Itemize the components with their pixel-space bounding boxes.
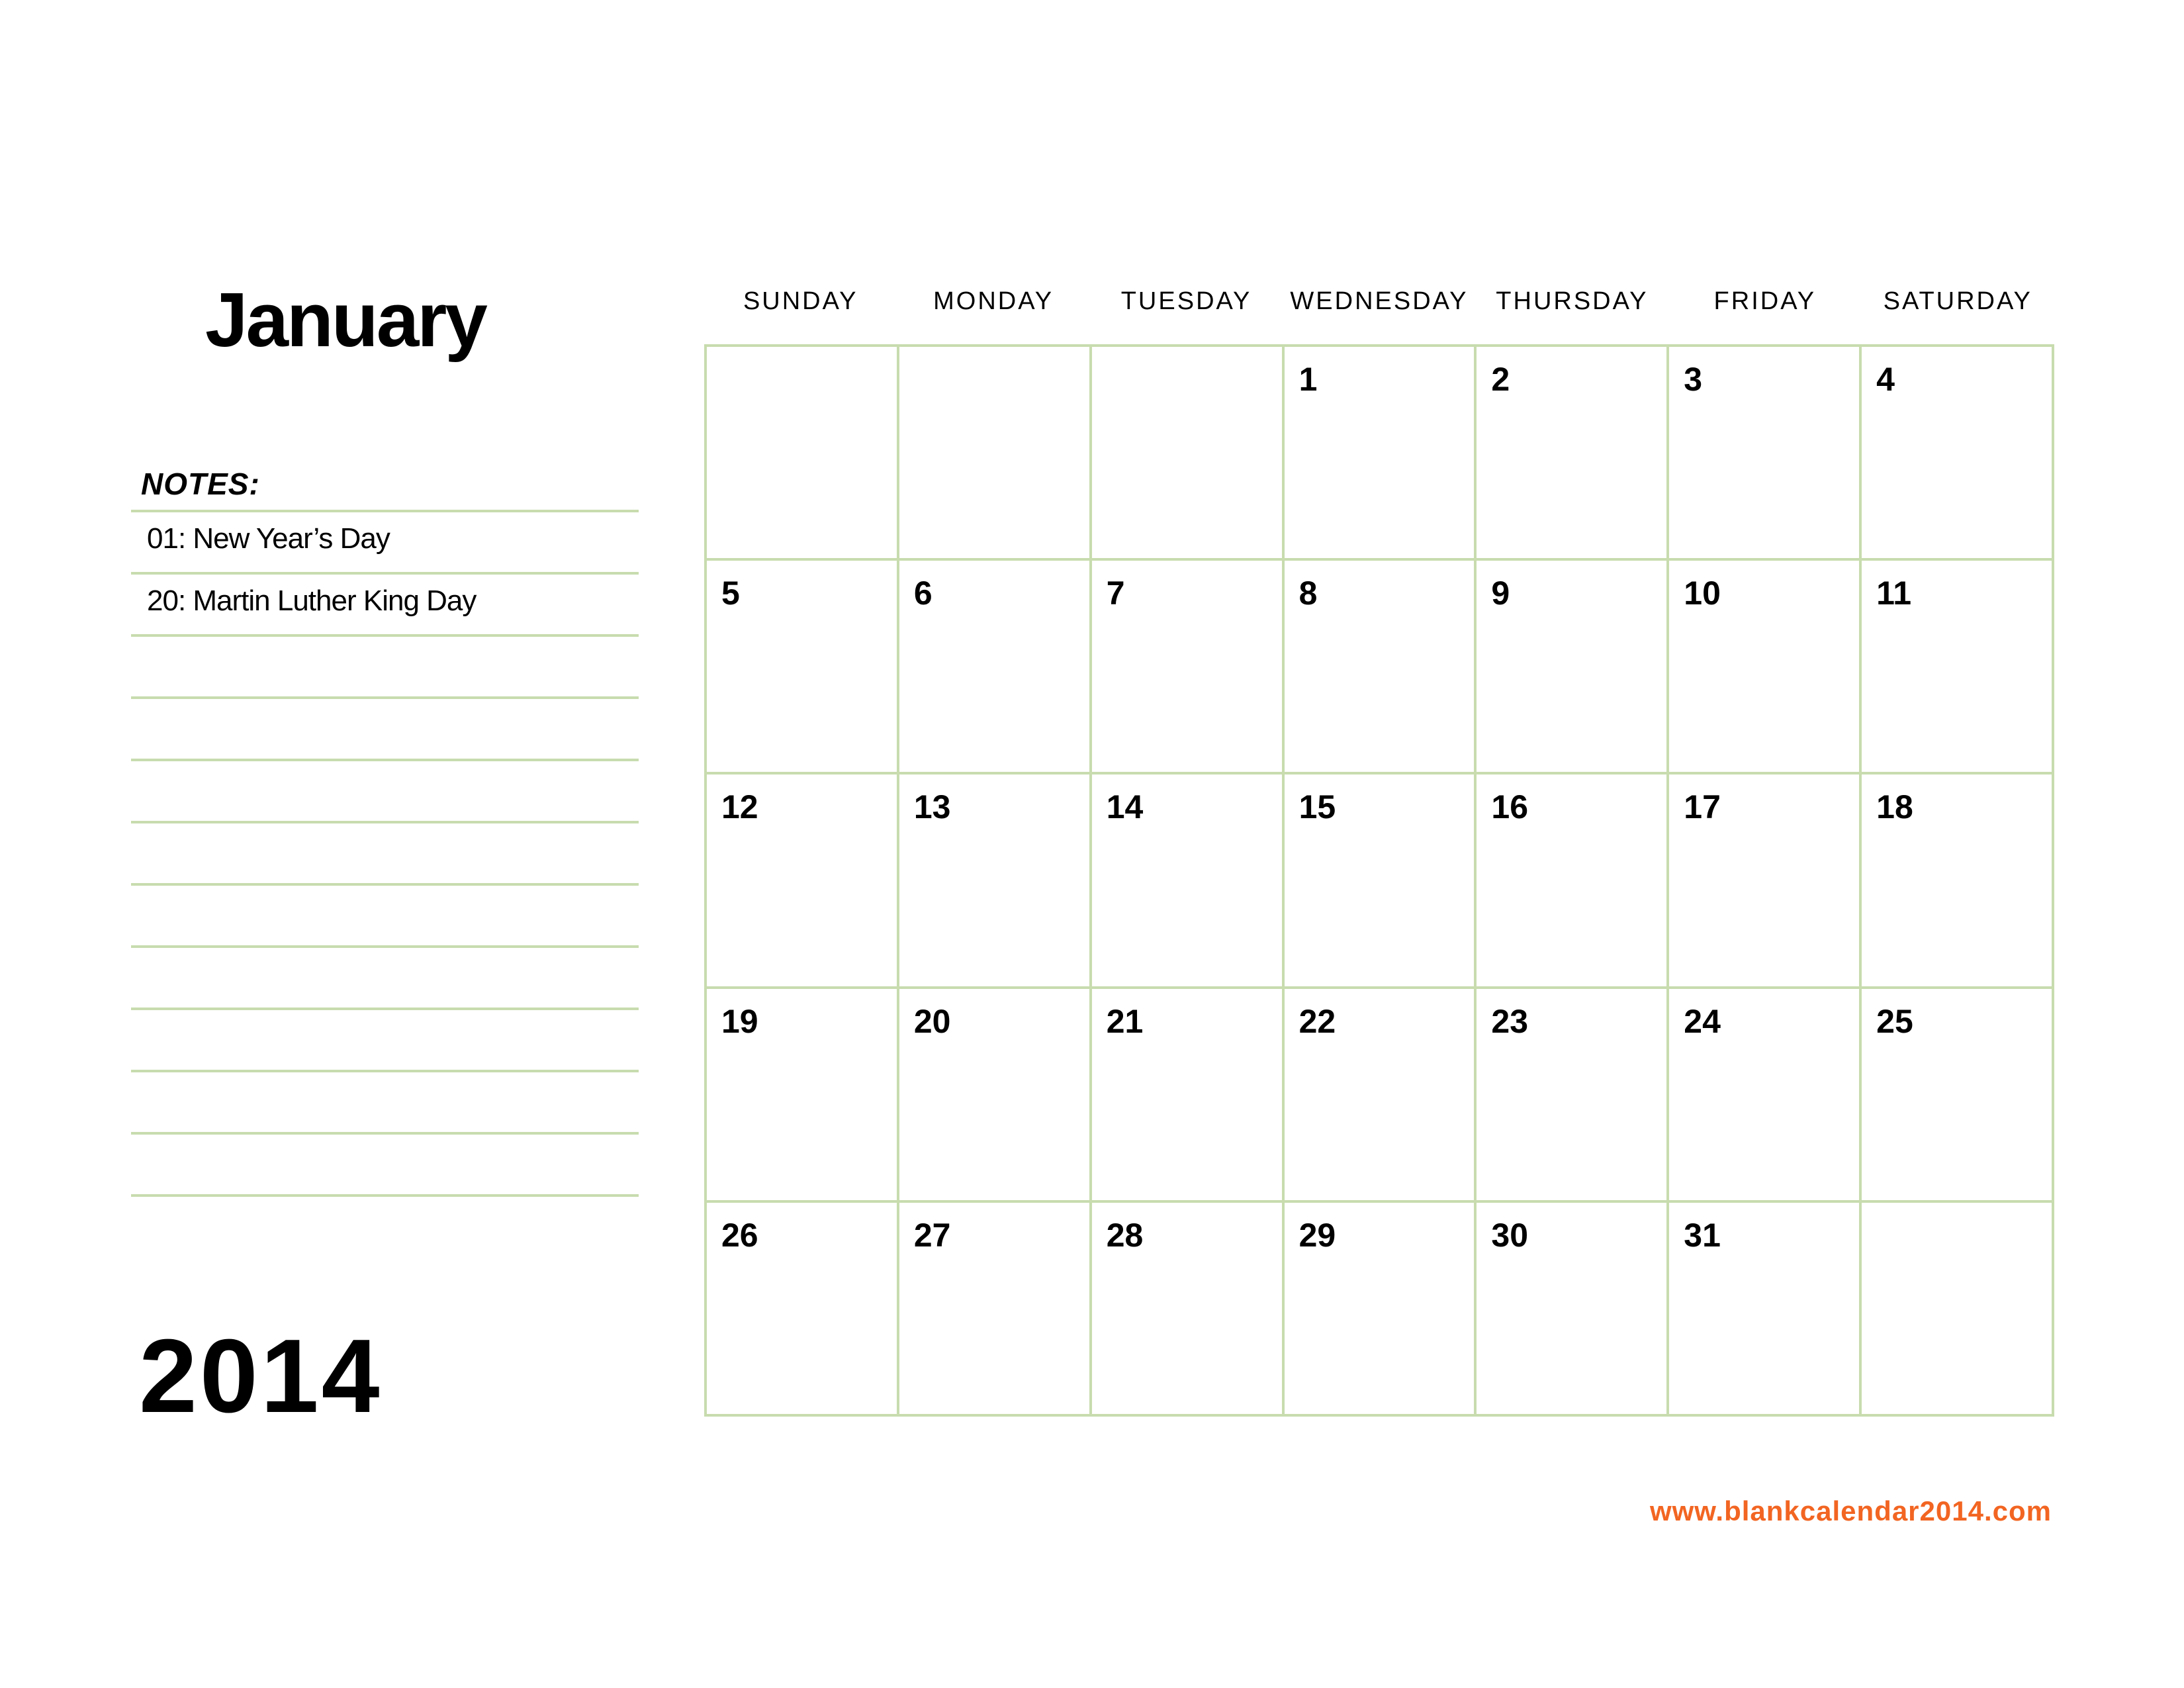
day-number: 13 — [913, 788, 951, 826]
weekday-thursday: THURSDAY — [1496, 287, 1649, 315]
day-cell[interactable] — [1862, 989, 2054, 1203]
day-number: 15 — [1298, 788, 1336, 826]
note-line[interactable] — [131, 1008, 639, 1070]
note-line[interactable] — [131, 510, 639, 572]
empty-day-cell — [1092, 347, 1285, 561]
month-title: January — [205, 277, 486, 363]
day-number: 10 — [1684, 575, 1721, 612]
day-cell[interactable] — [899, 774, 1092, 988]
note-line[interactable] — [131, 572, 639, 634]
day-cell[interactable] — [1477, 347, 1669, 561]
day-number: 11 — [1876, 575, 1911, 612]
day-cell[interactable] — [1862, 347, 2054, 561]
weekday-sunday: SUNDAY — [743, 287, 858, 315]
note-line[interactable] — [131, 883, 639, 945]
day-cell[interactable] — [1285, 347, 1477, 561]
day-cell[interactable] — [899, 989, 1092, 1203]
day-number: 7 — [1106, 575, 1125, 612]
day-cell[interactable] — [1477, 1203, 1669, 1417]
day-number: 26 — [721, 1216, 758, 1254]
day-number: 12 — [721, 788, 758, 826]
day-cell[interactable] — [1092, 561, 1285, 774]
empty-day-cell — [707, 347, 899, 561]
day-number: 29 — [1298, 1216, 1336, 1254]
day-number: 22 — [1298, 1002, 1336, 1040]
day-number: 31 — [1684, 1216, 1721, 1254]
day-cell[interactable] — [899, 561, 1092, 774]
day-number: 17 — [1684, 788, 1721, 826]
day-number: 27 — [913, 1216, 951, 1254]
note-line[interactable] — [131, 945, 639, 1008]
day-number: 9 — [1491, 575, 1510, 612]
note-text: 20: Martin Luther King Day — [147, 585, 477, 617]
website-url[interactable]: www.blankcalendar2014.com — [1649, 1495, 2052, 1526]
day-cell[interactable] — [1092, 989, 1285, 1203]
day-number: 2 — [1491, 361, 1510, 398]
day-cell[interactable] — [707, 561, 899, 774]
day-cell[interactable] — [707, 989, 899, 1203]
day-number: 28 — [1106, 1216, 1144, 1254]
day-number: 5 — [721, 575, 740, 612]
day-number: 23 — [1491, 1002, 1529, 1040]
note-line[interactable] — [131, 821, 639, 883]
note-line[interactable] — [131, 1070, 639, 1132]
calendar-grid — [704, 344, 2054, 1417]
day-number: 16 — [1491, 788, 1529, 826]
note-line[interactable] — [131, 759, 639, 821]
notes-list — [131, 510, 639, 1197]
empty-day-cell — [899, 347, 1092, 561]
day-cell[interactable] — [1669, 989, 1862, 1203]
day-cell[interactable] — [1669, 347, 1862, 561]
notes-heading: NOTES: — [141, 467, 260, 501]
day-cell[interactable] — [1285, 989, 1477, 1203]
day-number: 30 — [1491, 1216, 1529, 1254]
day-cell[interactable] — [1669, 774, 1862, 988]
day-cell[interactable] — [1092, 1203, 1285, 1417]
day-number: 19 — [721, 1002, 758, 1040]
day-cell[interactable] — [1477, 774, 1669, 988]
day-number: 21 — [1106, 1002, 1144, 1040]
note-line — [131, 1194, 639, 1197]
day-cell[interactable] — [1477, 561, 1669, 774]
weekday-tuesday: TUESDAY — [1120, 287, 1252, 315]
day-cell[interactable] — [1285, 1203, 1477, 1417]
day-cell[interactable] — [1862, 774, 2054, 988]
day-number: 1 — [1298, 361, 1318, 398]
day-number: 4 — [1876, 361, 1895, 398]
day-number: 6 — [913, 575, 933, 612]
day-cell[interactable] — [1669, 1203, 1862, 1417]
day-number: 25 — [1876, 1002, 1913, 1040]
note-line[interactable] — [131, 634, 639, 696]
day-cell[interactable] — [1669, 561, 1862, 774]
weekday-wednesday: WEDNESDAY — [1290, 287, 1469, 315]
weekday-friday: FRIDAY — [1713, 287, 1817, 315]
day-number: 24 — [1684, 1002, 1721, 1040]
day-number: 14 — [1106, 788, 1144, 826]
day-cell[interactable] — [899, 1203, 1092, 1417]
day-cell[interactable] — [1285, 561, 1477, 774]
day-number: 18 — [1876, 788, 1913, 826]
day-cell[interactable] — [1285, 774, 1477, 988]
weekday-header-row — [704, 289, 2054, 314]
empty-day-cell — [1862, 1203, 2054, 1417]
day-cell[interactable] — [707, 774, 899, 988]
day-cell[interactable] — [1477, 989, 1669, 1203]
note-line[interactable] — [131, 1132, 639, 1194]
year-label: 2014 — [139, 1318, 383, 1434]
day-cell[interactable] — [1092, 774, 1285, 988]
weekday-monday: MONDAY — [933, 287, 1054, 315]
day-cell[interactable] — [707, 1203, 899, 1417]
note-text: 01: New Year’s Day — [147, 522, 390, 555]
day-number: 8 — [1298, 575, 1318, 612]
day-number: 20 — [913, 1002, 951, 1040]
note-line[interactable] — [131, 696, 639, 759]
day-cell[interactable] — [1862, 561, 2054, 774]
day-number: 3 — [1684, 361, 1703, 398]
weekday-saturday: SATURDAY — [1883, 287, 2032, 315]
